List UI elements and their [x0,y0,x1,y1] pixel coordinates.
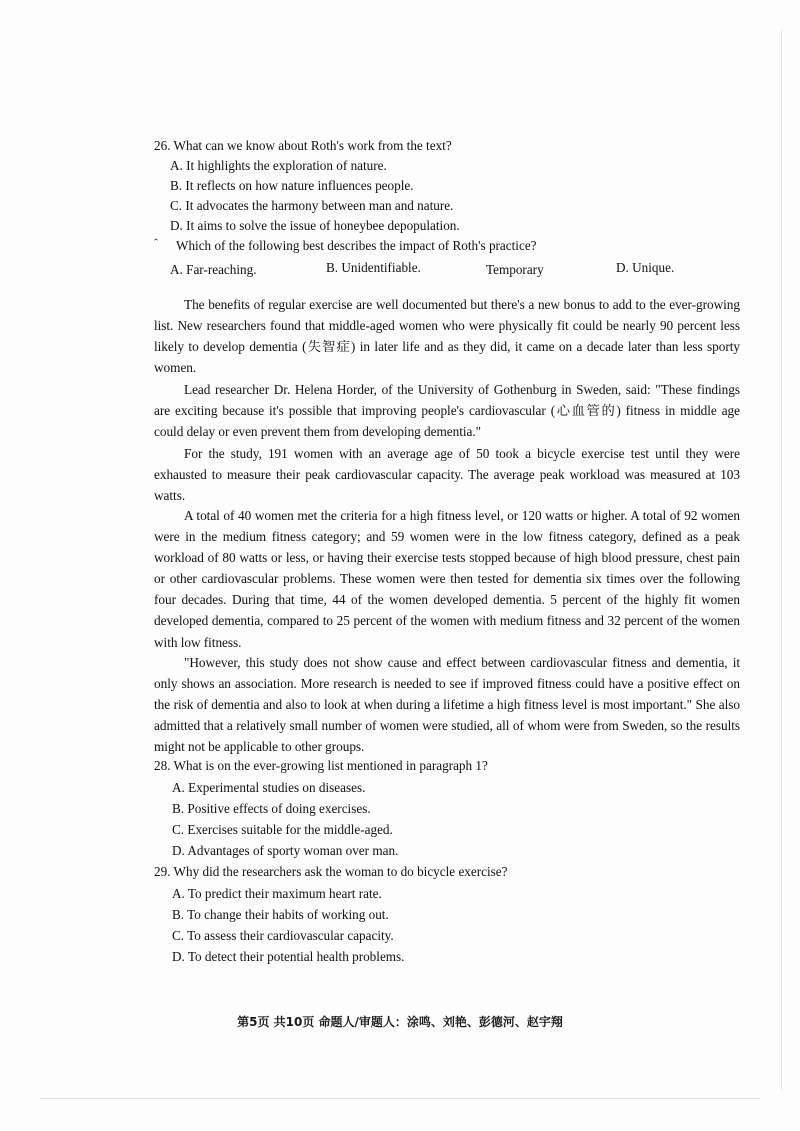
passage-paragraph-2: Lead researcher Dr. Helena Horder, of the University of Gothenburg in Sweden, said: "These findings are exciting because it's possible that improving people's cardiovascular (心血管的) fitness in middle age could delay or even prevent them from developing dementia." [154,382,740,440]
question-27-number-mark: ˆ [154,236,158,250]
question-27-option-a: A. Far-reaching. [170,262,257,277]
question-26-stem: 26. What can we know about Roth's work from the text? [154,138,452,153]
question-29-option-d: D. To detect their potential health problems. [172,949,405,964]
question-28-stem: 28. What is on the ever-growing list mentioned in paragraph 1? [154,758,488,773]
question-26-option-b: B. It reflects on how nature influences people. [170,178,414,193]
question-29-option-b: B. To change their habits of working out. [172,907,389,922]
page-edge-bottom [40,1098,760,1099]
question-26-option-d: D. It aims to solve the issue of honeybee depopulation. [170,218,460,233]
question-27-option-c: Temporary [486,262,544,277]
page-footer: 第5页 共10页 命题人/审题人：涂鸣、刘艳、彭德河、赵宇翔 [237,1015,563,1029]
page-edge-right [781,30,782,1090]
question-29-option-c: C. To assess their cardiovascular capacity. [172,928,394,943]
passage-paragraph-5: "However, this study does not show cause and effect between cardiovascular fitness and dementia, it only shows an association. More research is needed to see if improved fitness could have a positive effect on the risk of dementia and also to look at when during a lifetime a high fitness level is most important." She also admitted that a relatively small number of women were studied, all of whom were from Sweden, so the results might not be applicable to other groups. [154,655,740,755]
passage-paragraph-1: The benefits of regular exercise are well documented but there's a new bonus to add to the ever-growing list. New researchers found that middle-aged women who were physically fit could be nearly 90 percent less likely to develop dementia (失智症) in later life and as they did, it came on a decade later than less sporty women. [154,297,740,376]
question-28-option-a: A. Experimental studies on diseases. [172,780,366,795]
question-28-option-c: C. Exercises suitable for the middle-aged. [172,822,393,837]
question-29-stem: 29. Why did the researchers ask the woman to do bicycle exercise? [154,864,508,879]
passage-paragraph-3: For the study, 191 women with an average age of 50 took a bicycle exercise test until they were exhausted to measure their peak cardiovascular capacity. The average peak workload was measured at 103 watts. [154,446,740,504]
passage-paragraph-4: A total of 40 women met the criteria for a high fitness level, or 120 watts or higher. A total of 92 women were in the medium fitness category; and 59 women were in the low fitness category, defined as a peak workload of 80 watts or less, or having their exercise tests stopped because of high blood pressure, chest pain or other cardiovascular problems. These women were then tested for dementia six times over the following four decades. During that time, 44 of the women developed dementia. 5 percent of the highly fit women developed dementia, compared to 25 percent of the women with medium fitness and 32 percent of the women with low fitness. [154,508,740,650]
question-26-option-a: A. It highlights the exploration of nature. [170,158,387,173]
question-27-option-d: D. Unique. [616,260,675,275]
question-26-option-c: C. It advocates the harmony between man and nature. [170,198,454,213]
question-27-option-b: B. Unidentifiable. [326,260,421,275]
question-28-option-b: B. Positive effects of doing exercises. [172,801,371,816]
question-29-option-a: A. To predict their maximum heart rate. [172,886,382,901]
question-28-option-d: D. Advantages of sporty woman over man. [172,843,399,858]
question-27-stem: Which of the following best describes the impact of Roth's practice? [176,238,537,253]
